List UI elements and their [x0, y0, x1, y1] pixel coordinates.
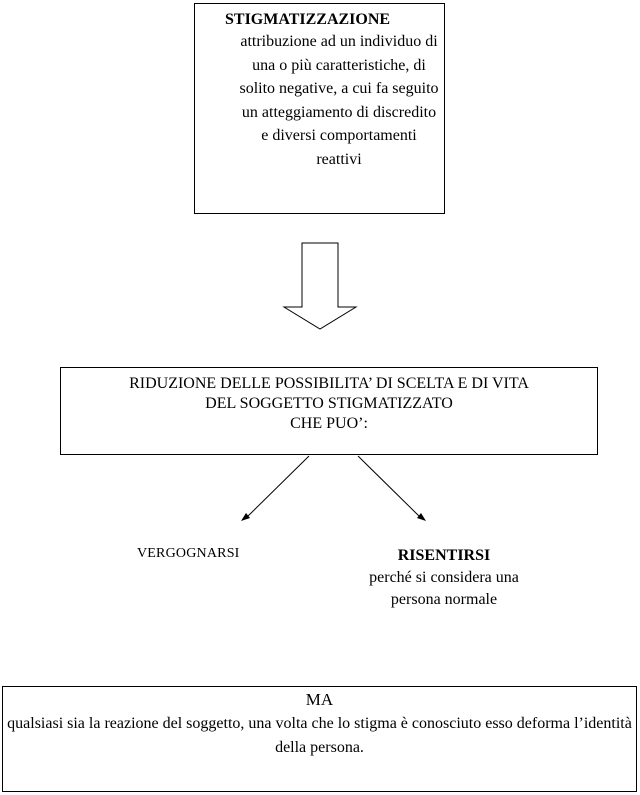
stigmatization-definition: attribuzione ad un individuo di una o più caratteristiche, di solito negative, a cui fa seguito un atteggiamento di discredito e diversi comportamenti reattivi	[239, 33, 439, 168]
arrow-to-right-branch	[358, 456, 426, 521]
reduction-line-3: CHE PUO’:	[290, 415, 368, 432]
conclusion-text: qualsiasi sia la reazione del soggetto, una volta che lo stigma è conosciuto esso deforma l’identità della persona.	[7, 715, 632, 756]
risentirsi-title: RISENTIRSI	[397, 547, 491, 564]
arrow-to-left-branch	[241, 456, 309, 521]
down-arrow-icon	[284, 243, 356, 329]
conclusion-box	[2, 686, 637, 792]
reduction-line-1: RIDUZIONE DELLE POSSIBILITA’ DI SCELTA E DI VITA	[129, 375, 529, 392]
risentirsi-node	[354, 545, 534, 611]
stigmatization-title: STIGMATIZZAZIONE	[225, 11, 391, 28]
conclusion-title: MA	[305, 690, 334, 709]
reduction-line-2: DEL SOGGETTO STIGMATIZZATO	[205, 395, 453, 412]
reduction-box	[60, 367, 598, 455]
risentirsi-text: perché si considera una persona normale	[369, 569, 519, 608]
vergognarsi-label: VERGOGNARSI	[137, 546, 240, 561]
